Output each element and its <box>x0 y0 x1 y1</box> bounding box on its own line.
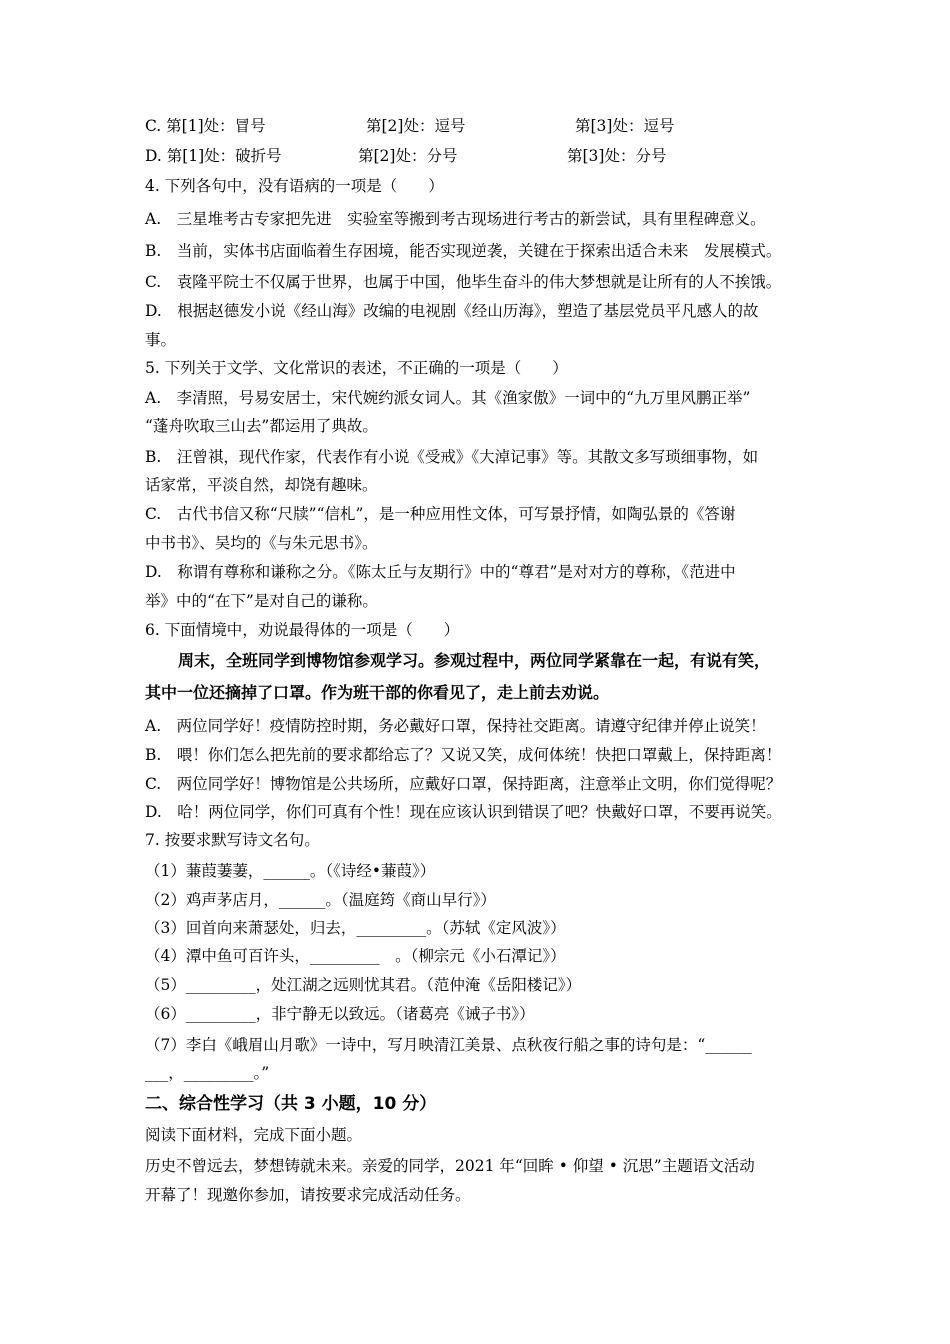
q5-option-a-line2: “蓬舟吹取三山去”都运用了典故。 <box>145 417 378 435</box>
q7-item: （3）回首向来萧瑟处，归去，_________。（苏轼《定风波》） <box>145 919 566 937</box>
q7-stem: 7. 按要求默写诗文名句。 <box>145 831 320 849</box>
q5-option-b-line2: 话家常，平淡自然，却饶有趣味。 <box>145 476 378 494</box>
q5-option-c-line2: 中书书》、吴均的《与朱元思书》。 <box>145 534 378 552</box>
q5-stem: 5. 下列关于文学、文化常识的表述，不正确的一项是（ ） <box>145 359 568 377</box>
q7-item: （5）_________，处江湖之远则忧其君。（范仲淹《岳阳楼记》） <box>145 976 582 994</box>
q4-option-b: B. 当前，实体书店面临着生存困境，能否实现逆袭，关键在于探索出适合未来 发展模式。 <box>145 242 782 260</box>
q5-option-c-line1: C. 古代书信又称“尺牍”“信札”，是一种应用性文体，可写景抒情，如陶弘景的《答谢 <box>145 505 736 523</box>
q4-option-d-line1: D. 根据赵德发小说《经山海》改编的电视剧《经山历海》，塑造了基层党员平凡感人的故 <box>145 302 759 320</box>
q6-option-b: B. 喂！你们怎么把先前的要求都给忘了？又说又笑，成何体统！快把口罩戴上，保持距离！ <box>145 746 782 764</box>
q6-scenario-line1: 周末，全班同学到博物馆参观学习。参观过程中，两位同学紧靠在一起，有说有笑， <box>178 651 771 670</box>
q7-item: （6）_________，非宁静无以致远。（诸葛亮《诫子书》） <box>145 1005 535 1023</box>
q3-option-d-part2: 第[2]处：分号 <box>358 147 458 165</box>
q7-item: ___，_________。” <box>145 1064 270 1082</box>
q7-item: （1）蒹葭萋萋，______。（《诗经•蒹葭》） <box>145 862 436 880</box>
q3-option-c-part2: 第[2]处：逗号 <box>366 117 466 135</box>
q5-option-d-line1: D. 称谓有尊称和谦称之分。《陈太丘与友期行》中的“尊君”是对对方的尊称，《范进中 <box>145 563 736 581</box>
q5-option-d-line2: 举》中的“在下”是对自己的谦称。 <box>145 592 378 610</box>
q7-item: （4）潭中鱼可百许头，_________ 。（柳宗元《小石潭记》） <box>145 947 566 965</box>
q7-item: （7）李白《峨眉山月歌》一诗中，写月映清江美景、点秋夜行船之事的诗句是：“______ <box>145 1036 752 1054</box>
q7-item: （2）鸡声茅店月，______。（温庭筠《商山早行》） <box>145 891 496 909</box>
q4-option-c: C. 袁隆平院士不仅属于世界，也属于中国，他毕生奋斗的伟大梦想就是让所有的人不挨饿。 <box>145 273 782 291</box>
section-2-paragraph-line2: 开幕了！现邀你参加，请按要求完成活动任务。 <box>145 1186 471 1204</box>
q6-option-d: D. 哈！两位同学，你们可真有个性！现在应该认识到错误了吧？快戴好口罩，不要再说笑。 <box>145 803 782 821</box>
section-2-heading: 二、综合性学习（共 3 小题，10 分） <box>145 1094 437 1114</box>
q4-stem: 4. 下列各句中，没有语病的一项是（ ） <box>145 177 444 195</box>
q3-option-d-part1: D. 第[1]处：破折号 <box>145 147 282 165</box>
q3-option-d-part3: 第[3]处：分号 <box>567 147 667 165</box>
q6-scenario-line2: 其中一位还摘掉了口罩。作为班干部的你看见了，走上前去劝说。 <box>145 683 610 702</box>
q5-option-a-line1: A. 李清照，号易安居士，宋代婉约派女词人。其《渔家傲》一词中的“九万里风鹏正举” <box>145 389 751 407</box>
q5-option-b-line1: B. 汪曾祺，现代作家，代表作有小说《受戒》《大淖记事》等。其散文多写琐细事物，如 <box>145 448 759 466</box>
section-2-intro: 阅读下面材料，完成下面小题。 <box>145 1126 363 1144</box>
q3-option-c-part1: C. 第[1]处：冒号 <box>145 117 266 135</box>
q6-option-c: C. 两位同学好！博物馆是公共场所，应戴好口罩，保持距离，注意举止文明，你们觉得呢？ <box>145 775 782 793</box>
q3-option-c-part3: 第[3]处：逗号 <box>575 117 675 135</box>
q4-option-a: A. 三星堆考古专家把先进 实验室等搬到考古现场进行考古的新尝试，具有里程碑意义。 <box>145 210 766 228</box>
q6-stem: 6. 下面情境中，劝说最得体的一项是（ ） <box>145 621 460 639</box>
q4-option-d-line2: 事。 <box>145 331 177 349</box>
q6-option-a: A. 两位同学好！疫情防控时期，务必戴好口罩，保持社交距离。请遵守纪律并停止说笑！ <box>145 717 766 735</box>
section-2-paragraph-line1: 历史不曾远去，梦想铸就未来。亲爱的同学，2021 年“回眸 • 仰望 • 沉思”主题语文活动 <box>145 1157 755 1175</box>
